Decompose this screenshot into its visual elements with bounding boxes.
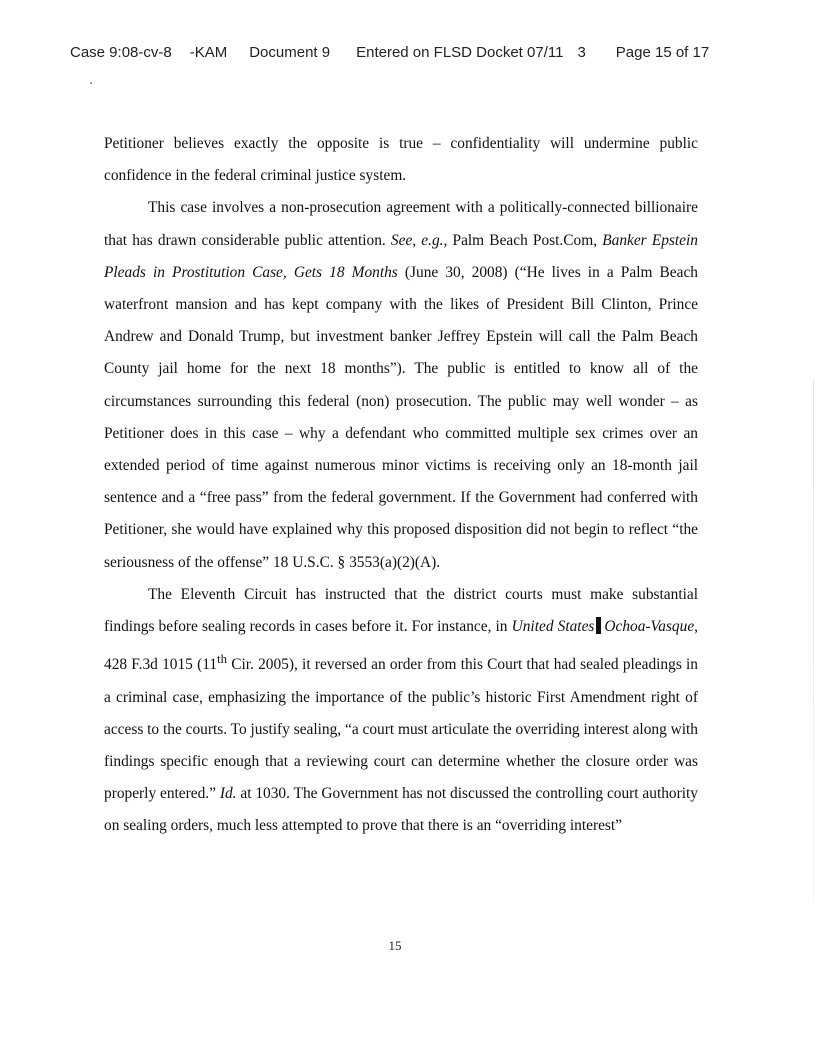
paragraph-3 [104,579,698,843]
paragraph-2 [104,192,698,578]
header-page-count: Page 15 of 17 [615,44,710,61]
scan-edge-shadow [813,380,814,900]
page-number: 15 [388,938,402,953]
paragraph-2-intro: This case involves a non-prosecution agreement with a politically-connected billionaire that has drawn considerable public attention. [104,199,698,249]
case-name-part-2: Ochoa-Vasque [604,618,695,636]
header-case-number: Case 9:08-cv-8 [70,44,172,61]
paragraph-3-intro: The Eleventh Circuit has instructed that the district courts must make substantial findings before sealing records in cases before it. For instance, in [104,585,698,636]
docket-header [70,44,756,61]
paragraph-2-rest: (June 30, 2008) (“He lives in a Palm Beach waterfront mansion and has kept company with the likes of President Bill Clinton, Prince Andrew and Donald Trump, but investment banker Jeffrey Epstein will call the Palm Beach County jail home for the next 18 months”). The public is entitled to know all of the circumstances surrounding this federal (non) prosecution. The public may well wonder – as Petitioner does in this case – why a defendant who committed multiple sex crimes over an extended period of time against numerous minor victims is receiving only an 18-month jail sentence and a “free pass” from the federal government. If the Government had conferred with Petitioner, she would have explained why this proposed disposition did not begin to reflect “the seriousness of the offense” 18 U.S.C. § 3553(a)(2)(A). [104,263,698,571]
header-judge-initials: -KAM [189,44,228,61]
paragraph-3-end: at 1030. The Government has not discussed the controlling court authority on sealing orders, much less attempted to prove that there is an “overriding interest” [104,785,698,835]
case-name-part-1: United States [511,618,595,636]
ordinal-superscript: th [217,652,227,667]
citation-part-b: Cir. 2005), it reversed an order from this Court that had sealed pleadings in a criminal case, emphasizing the importance of the public’s historic First Amendment right of access to the courts. To justify sealing, “a court must articulate the overriding interest along with findings specific enough that a reviewing court can determine whether the closure order was properly entered.” [104,656,699,803]
article-title: Banker Epstein Pleads in Prostitution Case, Gets 18 Months [104,231,698,281]
header-document-number: Document 9 [249,44,331,61]
paragraph-1 [104,128,698,192]
citation-part-a: , 428 F.3d 1015 (11 [104,618,699,674]
redaction-mark [596,617,601,634]
header-cut-fragment: 3 [577,44,586,61]
id-signal: Id. [219,785,237,803]
header-entered-docket: Entered on FLSD Docket 07/11 [356,44,564,61]
document-body [104,128,698,843]
source-name: Palm Beach Post.Com, [447,231,603,249]
signal-see-eg: See, e.g., [390,231,448,249]
paragraph-1-text: Petitioner believes exactly the opposite is true – confidentiality will undermine public confidence in the federal criminal justice system. [104,135,698,185]
stray-mark [90,82,92,84]
